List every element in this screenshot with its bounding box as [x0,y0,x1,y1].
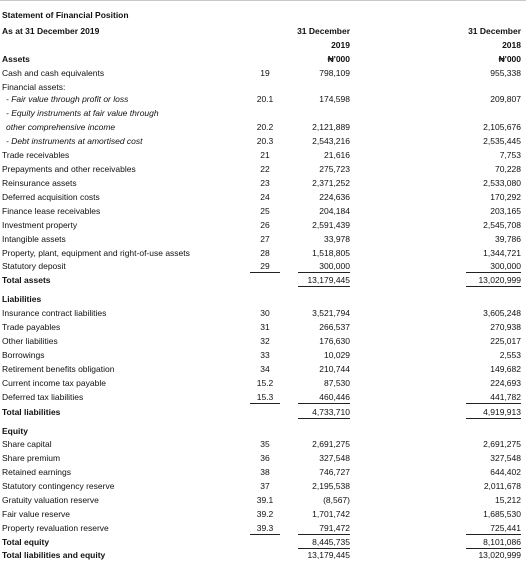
row-label: Investment property [2,220,78,230]
row-note: 32 [260,336,270,346]
row-note: 26 [260,220,270,230]
row-value-2019: 2,543,216 [312,136,350,146]
table-row [0,390,526,404]
row-value-2018: 2,691,275 [483,439,521,449]
row-value-2019: 2,195,538 [312,481,350,491]
total-line-2018 [466,418,521,419]
row-note: 22 [260,164,270,174]
table-row [0,376,526,390]
subtotal-line-2018 [466,403,521,404]
table-row [0,334,526,348]
row-label: Trade payables [2,322,61,332]
col-2019-unit: ₦'000 [327,54,350,64]
row-note: 19 [260,68,270,78]
table-row [0,176,526,190]
table-row [0,521,526,535]
row-note: 39.2 [256,509,274,519]
table-row [0,120,526,134]
row-label: Total assets [2,275,51,285]
row-label: Total liabilities [2,407,61,417]
row-label: Deferred tax liabilities [2,392,84,402]
table-row [0,548,526,562]
row-value-2018: 2,105,676 [483,122,521,132]
row-label: - Debt instruments at amortised cost [6,136,143,146]
row-label: Deferred acquisition costs [2,192,100,202]
row-value-2019: 174,598 [319,94,350,104]
row-value-2019: 2,591,439 [312,220,350,230]
row-value-2019: 2,121,889 [312,122,350,132]
row-note: 25 [260,206,270,216]
table-row [0,479,526,493]
row-note: 15.3 [256,392,274,402]
row-note: 31 [260,322,270,332]
row-label: Property, plant, equipment and right-of-use assets [2,248,190,258]
row-value-2018: 2,535,445 [483,136,521,146]
row-label: Statutory deposit [2,261,66,271]
row-value-2018: 2,011,678 [483,481,521,491]
row-note: 36 [260,453,270,463]
row-value-2018: 2,553 [499,350,521,360]
row-note: 20.2 [256,122,274,132]
table-row [0,52,526,66]
row-label: Assets [2,54,30,64]
row-value-2019: 224,636 [319,192,350,202]
row-value-2018: 955,338 [490,68,521,78]
table-row [0,106,526,120]
row-label: Other liabilities [2,336,58,346]
row-label: Retained earnings [2,467,71,477]
row-value-2019: 275,723 [319,164,350,174]
top-border [0,0,526,1]
row-note: 23 [260,178,270,188]
row-note: 39.1 [256,495,274,505]
row-value-2019: 87,530 [324,378,350,388]
row-value-2018: 70,228 [495,164,521,174]
row-value-2018: 1,344,721 [483,248,521,258]
row-value-2018: 13,020,999 [478,550,521,560]
table-row [0,306,526,320]
row-note: 20.3 [256,136,274,146]
row-note: 38 [260,467,270,477]
row-label: Insurance contract liabilities [2,308,107,318]
row-label: - Equity instruments at fair value through [6,108,159,118]
col-2019-year: 2019 [331,40,350,50]
row-value-2018: 3,605,248 [483,308,521,318]
row-value-2019: 791,472 [319,523,350,533]
row-value-2019: 2,691,275 [312,439,350,449]
row-label: Total liabilities and equity [2,550,106,560]
row-label: Cash and cash equivalents [2,68,105,78]
row-label: Prepayments and other receivables [2,164,136,174]
row-value-2019: 13,179,445 [307,275,350,285]
table-row [0,451,526,465]
row-value-2018: 170,292 [490,192,521,202]
row-label: Total equity [2,537,50,547]
col-2018-year: 2018 [502,40,521,50]
table-row [0,66,526,80]
row-label: Current income tax payable [2,378,106,388]
row-note: 15.2 [256,378,274,388]
table-row [0,465,526,479]
table-row [0,273,526,287]
row-label: Finance lease receivables [2,206,101,216]
row-label: Liabilities [2,294,42,304]
row-value-2018: 270,938 [490,322,521,332]
row-value-2019: 176,630 [319,336,350,346]
row-value-2019: 8,445,735 [312,537,350,547]
row-note: 29 [260,261,270,271]
row-note: 20.1 [256,94,274,104]
row-label: Gratuity valuation reserve [2,495,99,505]
row-value-2018: 1,685,530 [483,509,521,519]
table-row [0,292,526,306]
table-row [0,493,526,507]
row-value-2019: 2,371,252 [312,178,350,188]
note-underline [250,403,280,404]
total-line-2019 [298,286,350,287]
table-row [0,259,526,273]
row-value-2019: 266,537 [319,322,350,332]
col-2019-label: 31 December [297,26,350,36]
row-value-2019: 300,000 [319,261,350,271]
table-row [0,424,526,438]
row-note: 39.3 [256,523,274,533]
table-row [0,320,526,334]
total-line-2019 [298,418,350,419]
row-label: other comprehensive income [6,122,116,132]
row-value-2018: 7,753 [499,150,521,160]
table-row [0,507,526,521]
row-value-2019: 3,521,794 [312,308,350,318]
row-label: Share premium [2,453,61,463]
row-value-2018: 224,693 [490,378,521,388]
table-row [0,218,526,232]
row-value-2019: 204,184 [319,206,350,216]
row-note: 24 [260,192,270,202]
table-row [0,348,526,362]
table-row [0,405,526,419]
row-value-2019: 798,109 [319,68,350,78]
subtotal-line-2019 [298,403,350,404]
row-note: 28 [260,248,270,258]
row-value-2018: 209,807 [490,94,521,104]
row-note: 34 [260,364,270,374]
row-note: 21 [260,150,270,160]
row-value-2018: 4,919,913 [483,407,521,417]
table-row [0,362,526,376]
row-label: Equity [2,426,28,436]
row-value-2018: 300,000 [490,261,521,271]
row-value-2019: 327,548 [319,453,350,463]
table-row [0,162,526,176]
row-value-2018: 441,782 [490,392,521,402]
row-value-2018: 225,017 [490,336,521,346]
row-label: Property revaluation reserve [2,523,109,533]
row-value-2019: 210,744 [319,364,350,374]
row-value-2019: 10,029 [324,350,350,360]
table-row [0,92,526,106]
row-value-2019: 460,446 [319,392,350,402]
row-value-2019: 33,978 [324,234,350,244]
table-row [0,535,526,549]
row-value-2019: 4,733,710 [312,407,350,417]
row-value-2019: 1,701,742 [312,509,350,519]
row-value-2018: 644,402 [490,467,521,477]
row-value-2018: 2,533,080 [483,178,521,188]
col-2018-unit: ₦'000 [498,54,521,64]
row-note: 37 [260,481,270,491]
row-value-2019: (8,567) [323,495,350,505]
row-label: Statutory contingency reserve [2,481,115,491]
row-label: Borrowings [2,350,45,360]
row-value-2018: 8,101,086 [483,537,521,547]
table-row [0,246,526,260]
row-note: 35 [260,439,270,449]
row-label: Intangible assets [2,234,66,244]
table-row [0,190,526,204]
row-label: Trade receivables [2,150,70,160]
row-value-2018: 15,212 [495,495,521,505]
table-row [0,148,526,162]
row-value-2018: 2,545,708 [483,220,521,230]
row-label: Share capital [2,439,52,449]
row-value-2019: 21,616 [324,150,350,160]
row-label: Financial assets: [2,82,66,92]
row-note: 33 [260,350,270,360]
col-2018-label: 31 December [468,26,521,36]
row-value-2018: 13,020,999 [478,275,521,285]
table-row [0,437,526,451]
row-value-2018: 203,165 [490,206,521,216]
row-value-2018: 725,441 [490,523,521,533]
row-label: - Fair value through profit or loss [6,94,129,104]
row-note: 30 [260,308,270,318]
table-row [0,134,526,148]
row-label: Reinsurance assets [2,178,77,188]
total-line-2018 [466,286,521,287]
row-value-2019: 746,727 [319,467,350,477]
table-row [0,232,526,246]
statement-date: As at 31 December 2019 [2,26,100,36]
row-label: Retirement benefits obligation [2,364,115,374]
row-value-2018: 39,786 [495,234,521,244]
row-value-2018: 327,548 [490,453,521,463]
row-note: 27 [260,234,270,244]
row-value-2019: 13,179,445 [307,550,350,560]
table-row [0,204,526,218]
row-value-2018: 149,682 [490,364,521,374]
row-label: Fair value reserve [2,509,71,519]
statement-title: Statement of Financial Position [2,10,129,20]
row-value-2019: 1,518,805 [312,248,350,258]
